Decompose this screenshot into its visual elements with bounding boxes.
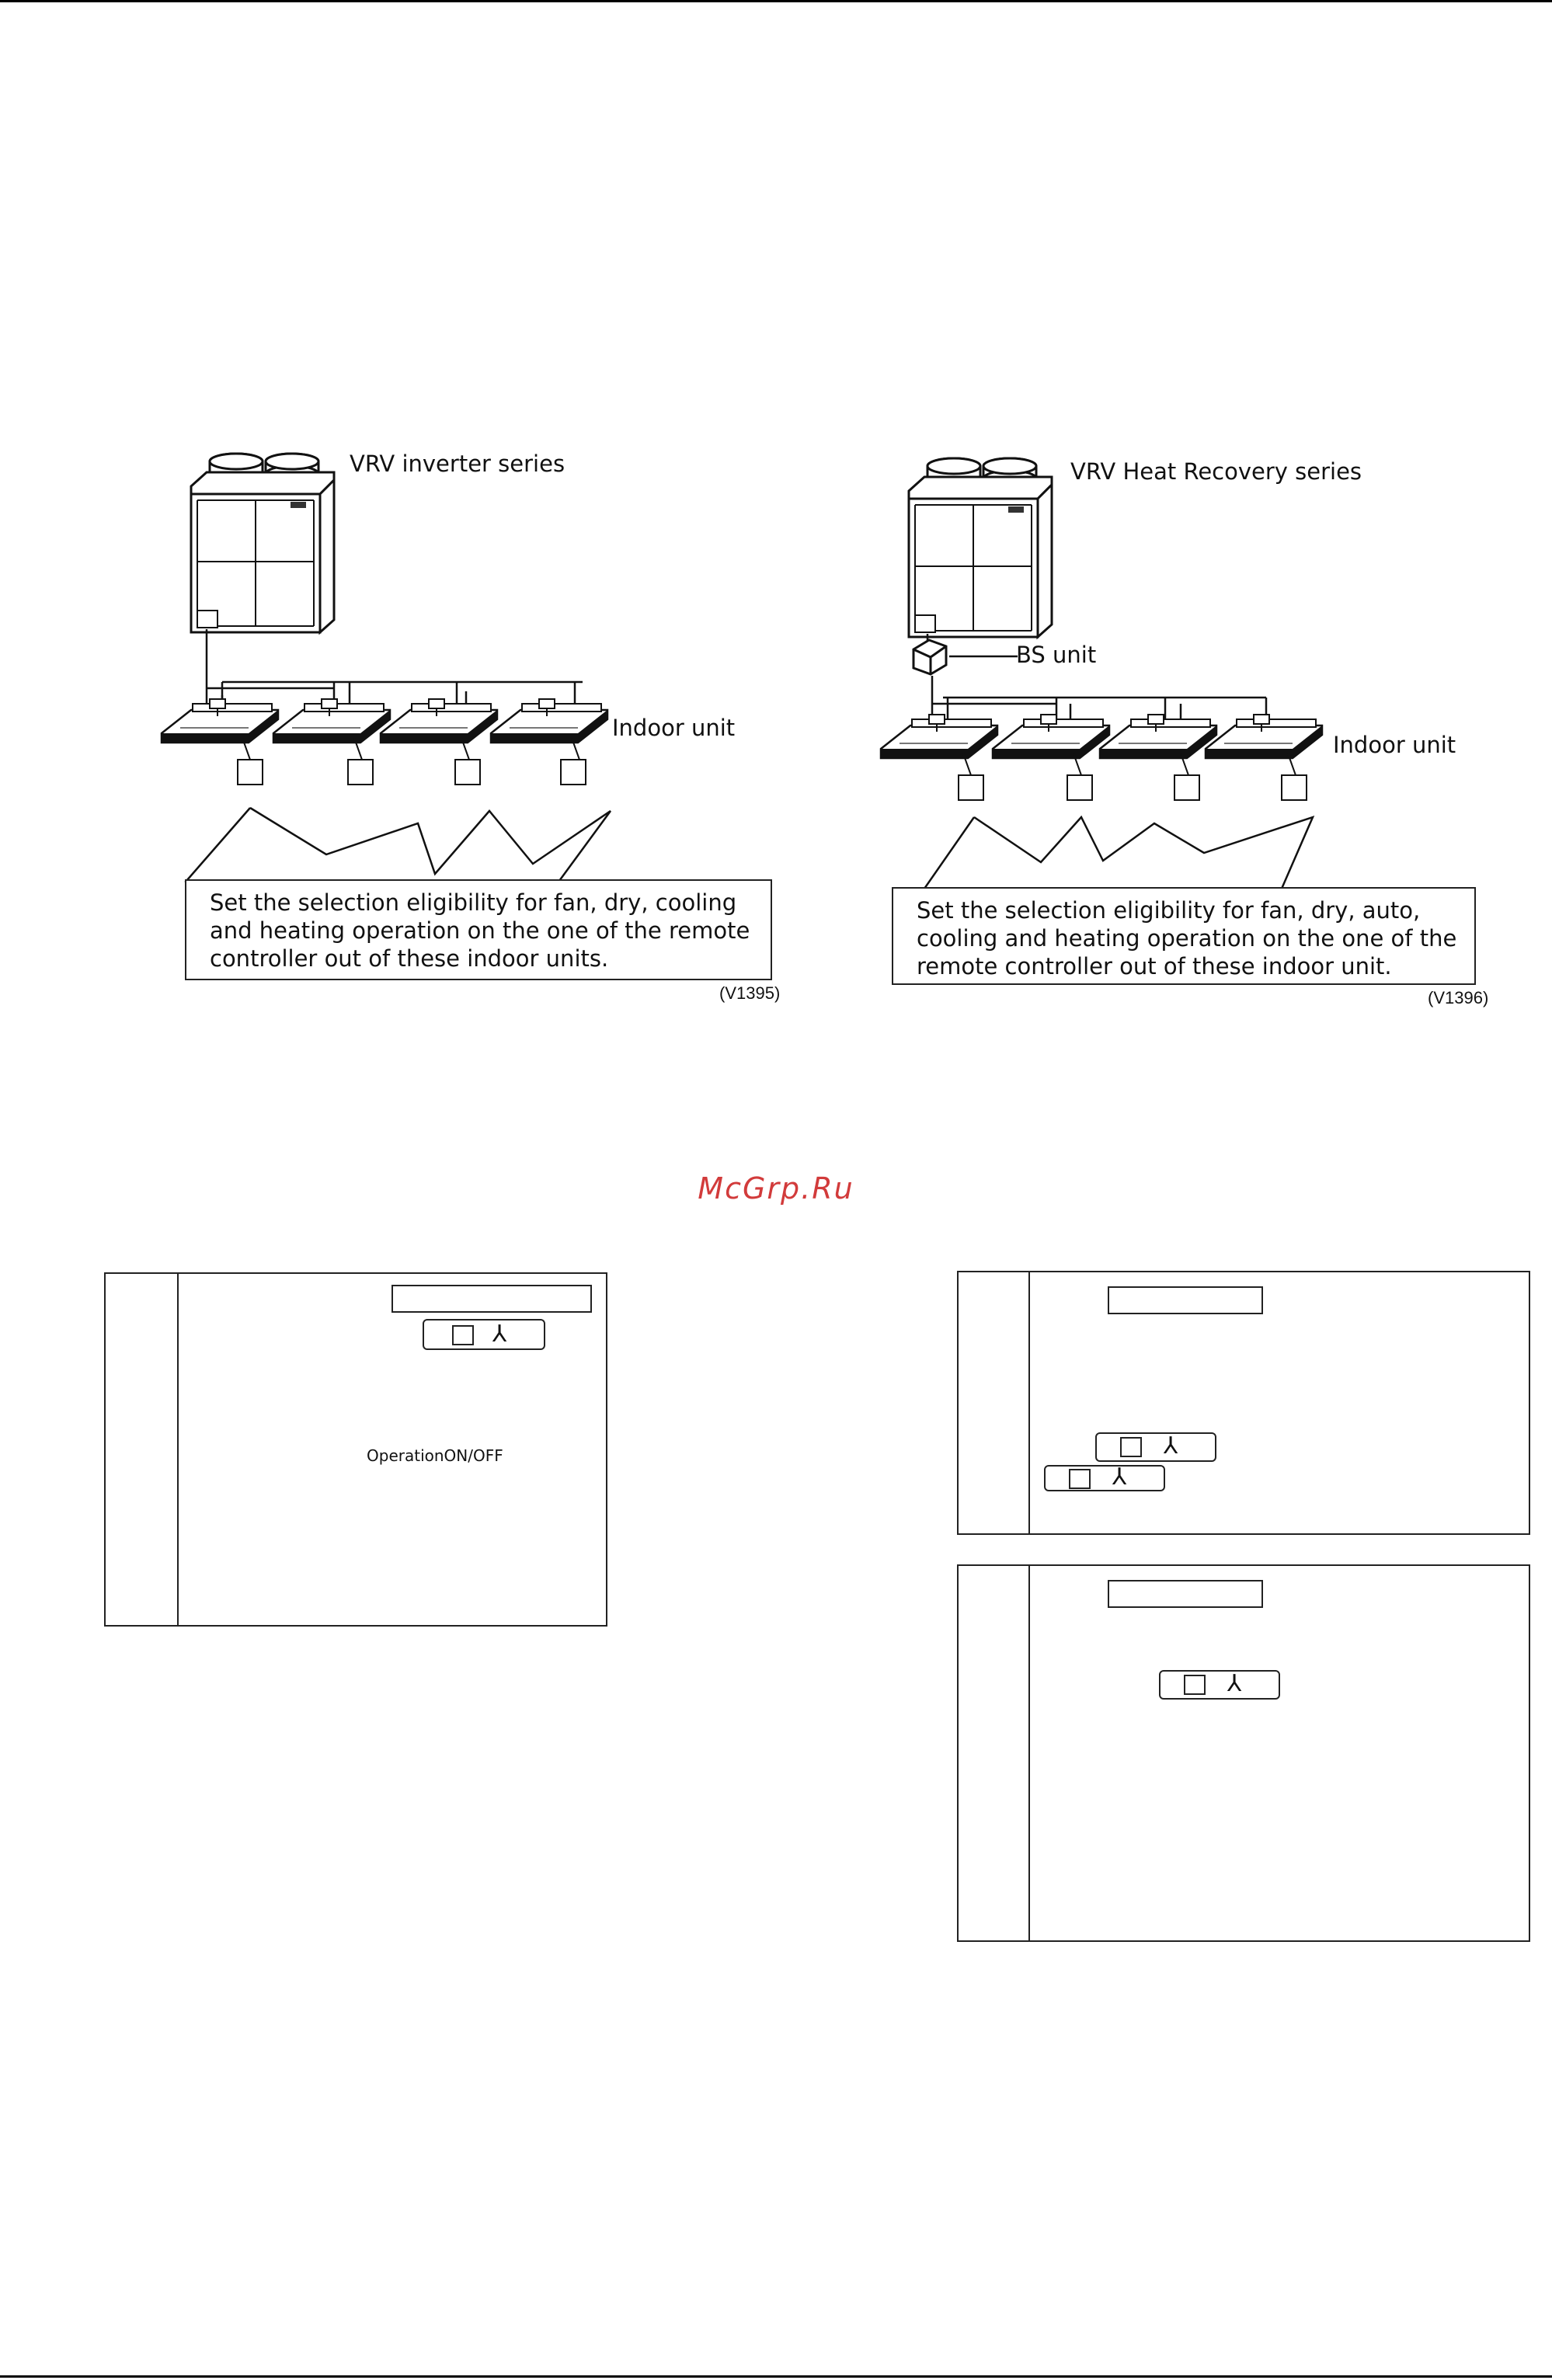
dry-mode-icon — [452, 1325, 474, 1345]
right-indoor-unit-label: Indoor unit — [1333, 732, 1456, 758]
lcd-display-blank — [1108, 1580, 1263, 1608]
bs-unit-icon — [913, 640, 946, 674]
left-caption-line-3: controller out of these indoor units. — [210, 945, 609, 972]
right-caption-line-3: remote controller out of these indoor unit. — [917, 953, 1392, 979]
left-caption-line-1: Set the selection eligibility for fan, dry, cooling — [210, 889, 737, 916]
procedure-panel-left — [104, 1272, 607, 1627]
procedure-panel-right-bottom — [957, 1564, 1530, 1942]
indoor-cassette-icon — [162, 699, 278, 743]
dry-mode-icon — [1069, 1469, 1091, 1489]
procedure-panel-right-top — [957, 1271, 1530, 1535]
right-outdoor-unit-icon — [909, 458, 1052, 637]
dry-mode-icon — [1184, 1675, 1206, 1695]
left-outdoor-unit-icon — [191, 454, 334, 632]
lcd-display-blank — [391, 1285, 592, 1313]
dry-mode-icon — [1120, 1437, 1142, 1457]
left-caption-box — [185, 879, 772, 980]
panel-step-divider — [1028, 1272, 1030, 1533]
mode-indicator — [423, 1319, 545, 1350]
panel-step-divider — [1028, 1566, 1030, 1940]
mode-indicator — [1095, 1432, 1216, 1462]
mode-indicator — [1159, 1670, 1280, 1700]
fan-mode-icon: ⅄ — [1164, 1432, 1178, 1460]
left-remote-controllers — [238, 738, 586, 785]
right-indoor-units — [881, 715, 1322, 758]
panel-step-divider — [177, 1274, 179, 1625]
bs-unit-label: BS unit — [1016, 642, 1097, 668]
right-remote-controllers — [959, 753, 1307, 800]
left-callout-burst — [186, 808, 611, 881]
right-callout-burst — [924, 817, 1313, 889]
mode-indicator — [1044, 1465, 1165, 1491]
watermark: McGrp.Ru — [698, 1171, 854, 1206]
fan-mode-icon: ⅄ — [1227, 1670, 1242, 1697]
left-piping — [207, 629, 583, 704]
right-diagram-title: VRV Heat Recovery series — [1070, 458, 1362, 485]
left-caption-line-2: and heating operation on the one of the remote — [210, 917, 750, 944]
fan-mode-icon: ⅄ — [492, 1320, 507, 1348]
left-indoor-unit-label: Indoor unit — [612, 715, 736, 741]
right-caption-line-1: Set the selection eligibility for fan, dry, auto, — [917, 897, 1421, 924]
right-piping — [927, 634, 1266, 719]
left-indoor-units — [162, 699, 607, 743]
right-figure-code: (V1396) — [1428, 988, 1489, 1007]
left-diagram-title: VRV inverter series — [350, 451, 565, 477]
fan-mode-icon: ⅄ — [1112, 1463, 1127, 1491]
remote-controller-icon — [238, 760, 263, 785]
right-caption-line-2: cooling and heating operation on the one of the — [917, 925, 1457, 952]
lcd-display-blank — [1108, 1286, 1263, 1314]
left-figure-code: (V1395) — [719, 983, 781, 1003]
operation-on-off-label: OperationON/OFF — [367, 1446, 503, 1465]
right-caption-box — [892, 887, 1476, 985]
